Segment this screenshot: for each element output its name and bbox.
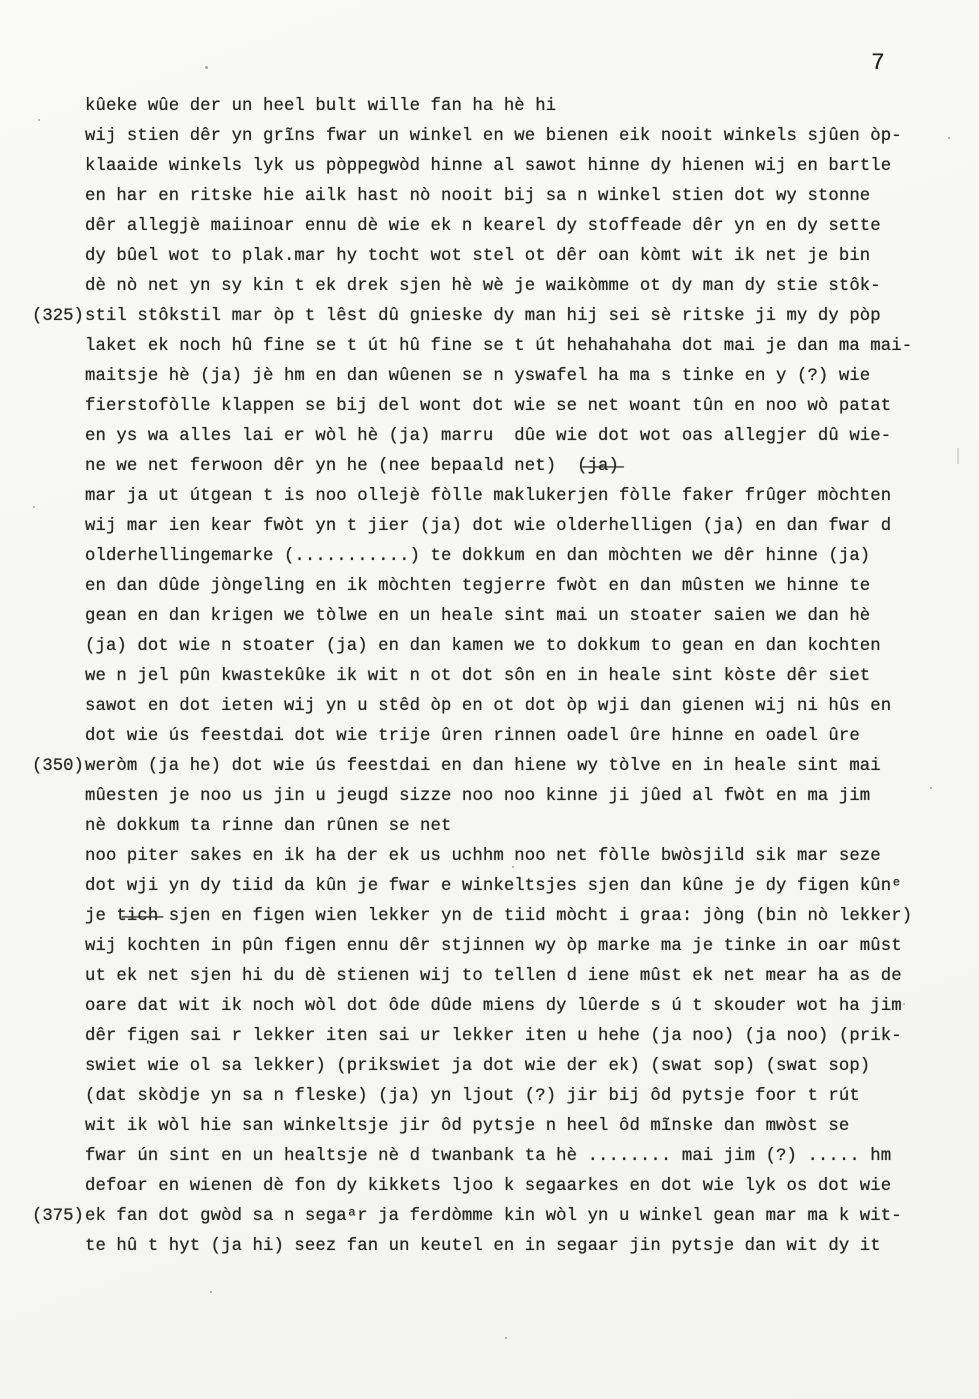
- scan-speck: [930, 787, 932, 789]
- text-line: [32, 212, 959, 242]
- text-line: [32, 152, 959, 182]
- text-line: [32, 662, 959, 692]
- text-line: [32, 92, 959, 122]
- line-text: dêr allegjè maiinoar ennu dè wie ek n kearel dy stoffeade dêr yn en dy sette: [85, 217, 881, 236]
- line-text: (dat skòdje yn sa n fleske) (ja) yn ljout (?) jir bij ôd pytsje foor t rút: [85, 1087, 860, 1106]
- line-text: klaaide winkels lyk us pòppegwòd hinne al sawot hinne dy hienen wij en bartle: [85, 157, 892, 176]
- line-text: stil stôkstil mar òp t lêst dû gnieske dy man hij sei sè ritske ji my dy pòp: [85, 307, 881, 326]
- scan-speck: [33, 506, 35, 508]
- line-text: noo piter sakes en ik ha der ek us uchhm noo net fòlle bwòsjild sik mar seze: [85, 847, 881, 866]
- line-text: sawot en dot ieten wij yn u stêd òp en ot dot òp wji dan gienen wij ni hûs en: [85, 697, 892, 716]
- line-number-label: (375): [32, 1207, 84, 1226]
- text-line: [32, 782, 959, 812]
- line-text: dêr fi̩gen sai r lekker iten sai ur lekker iten u hehe (ja noo) (ja noo) (prik-: [85, 1027, 902, 1046]
- text-line: [32, 422, 959, 452]
- line-text: fwar ún sint en un healtsje nè d twanbank ta hè ........ mai jim (?) ..... hm: [85, 1147, 892, 1166]
- text-line: [32, 1172, 959, 1202]
- line-text: ek fan dot gwòd sa n segaᵃr ja ferdòmme kin wòl yn u winkel gean mar ma k wit-: [85, 1207, 902, 1226]
- text-line: [32, 632, 959, 662]
- text-line: [32, 302, 959, 332]
- line-text: dot wie ús feestdai dot wie trije ûren rinnen oadel ûre hinne en oadel ûre: [85, 727, 860, 746]
- line-text: ne we net ferwoon dêr yn he (nee bepaald net) (̶j̶a̶)̶: [85, 457, 619, 476]
- line-text: we n jel pûn kwastekûke ik wit n ot dot sôn en in heale sint kòste dêr siet: [85, 667, 871, 686]
- line-text: en har en ritske hie ailk hast nò nooit bij sa n winkel stien dot wy stonne: [85, 187, 871, 206]
- text-line: [32, 722, 959, 752]
- text-line: [32, 1052, 959, 1082]
- line-text: olderhellingemarke (...........) te dokkum en dan mòchten we dêr hinne (ja): [85, 547, 871, 566]
- text-line: [32, 812, 959, 842]
- text-line: [32, 842, 959, 872]
- line-text: wit ik wòl hie san winkeltsje jir ôd pytsje n heel ôd mĩnske dan mwòst se: [85, 1117, 850, 1136]
- scan-speck: [903, 1003, 905, 1005]
- line-text: en ys wa alles lai er wòl hè (ja) marru dûe wie dot wot oas allegjer dû wie-: [85, 427, 892, 446]
- line-text: oare dat wit ik noch wòl dot ôde dûde miens dy lûerde s ú t skouder wot ha jim: [85, 997, 902, 1016]
- line-text: swiet wie ol sa lekker) (prikswiet ja dot wie der ek) (swat sop) (swat sop): [85, 1057, 871, 1076]
- line-text: nè dokkum ta rinne dan rûnen se net: [85, 817, 452, 836]
- text-line: [32, 752, 959, 782]
- line-text: mar ja ut útgean t is noo ollejè fòlle maklukerjen fòlle faker frûger mòchten: [85, 487, 892, 506]
- line-text: en dan dûde jòngeling en ik mòchten tegjerre fwòt en dan mûsten we hinne te: [85, 577, 871, 596]
- line-number-label: (350): [32, 757, 84, 776]
- text-line: [32, 182, 959, 212]
- line-text: gean en dan krigen we tòlwe en un heale sint mai un stoater saien we dan hè: [85, 607, 871, 626]
- text-line: [32, 122, 959, 152]
- text-line: [32, 1202, 959, 1232]
- scan-speck: [205, 66, 208, 69]
- scan-speck: [210, 1291, 212, 1293]
- text-line: [32, 1142, 959, 1172]
- line-text: defoar en wienen dè fon dy kikkets ljoo k segaarkes en dot wie lyk os dot wie: [85, 1177, 892, 1196]
- line-text: kûeke wûe der un heel bult wille fan ha hè hi: [85, 97, 557, 116]
- text-line: [32, 602, 959, 632]
- text-line: [32, 1112, 959, 1142]
- scan-streak: [957, 448, 959, 464]
- text-line: [32, 542, 959, 572]
- line-text: dè nò net yn sy kin t ek drek sjen hè wè je waikòmme ot dy man dy stie stôk-: [85, 277, 881, 296]
- text-line: [32, 992, 959, 1022]
- text-line: [32, 1022, 959, 1052]
- scan-speck: [38, 119, 40, 121]
- line-number-label: (325): [32, 307, 84, 326]
- line-text: wij mar ien kear fwòt yn t jier (ja) dot wie olderhelligen (ja) en dan fwar d: [85, 517, 892, 536]
- text-line: [32, 452, 959, 482]
- text-line: [32, 1232, 959, 1262]
- line-text: weròm (ja he) dot wie ús feestdai en dan hiene wy tòlve en in heale sint mai: [85, 757, 881, 776]
- text-line: [32, 272, 959, 302]
- line-text: te hû t hyt (ja hi) seez fan un keutel en in segaar jin pytsje dan wit dy it: [85, 1237, 881, 1256]
- text-line: [32, 1082, 959, 1112]
- line-text: wij kochten in pûn figen ennu dêr stjinnen wy òp marke ma je tinke in oar mûst: [85, 937, 902, 956]
- text-line: [32, 962, 959, 992]
- line-text: ut ek net sjen hi du dè stienen wij to tellen d iene mûst ek net mear ha as de: [85, 967, 902, 986]
- scan-speck: [512, 866, 514, 868]
- text-line: [32, 932, 959, 962]
- line-text: fierstofòlle klappen se bij del wont dot wie se net woant tûn en noo wò patat: [85, 397, 892, 416]
- line-text: dot wji yn dy tiid da kûn je fwar e winkeltsjes sjen dan kûne je dy figen kûnᵉ: [85, 877, 902, 896]
- text-line: [32, 902, 959, 932]
- text-line: [32, 242, 959, 272]
- line-text: dy bûel wot to plak.mar hy tocht wot stel ot dêr oan kòmt wit ik net je bin: [85, 247, 871, 266]
- scan-speck: [505, 1337, 507, 1339]
- line-text: mûesten je noo us jin u jeugd sizze noo noo kinne ji jûed al fwòt en ma jim: [85, 787, 871, 806]
- line-text: maitsje hè (ja) jè hm en dan wûenen se n yswafel ha ma s tinke en y (?) wie: [85, 367, 871, 386]
- text-line: [32, 332, 959, 362]
- text-line: [32, 512, 959, 542]
- line-text: wij stien dêr yn grĩns fwar un winkel en we bienen eik nooit winkels sjûen òp-: [85, 127, 902, 146]
- text-line: [32, 692, 959, 722]
- line-text: laket ek noch hû fine se t út hû fine se t út hehahahaha dot mai je dan ma mai-: [85, 337, 913, 356]
- scan-speck: [948, 137, 950, 139]
- line-text: je t̶i̶c̶h̶ sjen en figen wien lekker yn de tiid mòcht i graa: jòng (bin nò lekker): [85, 907, 913, 926]
- page-number: 7: [871, 50, 886, 76]
- text-line: [32, 872, 959, 902]
- text-line: [32, 572, 959, 602]
- text-line: [32, 362, 959, 392]
- line-text: (ja) dot wie n stoater (ja) en dan kamen we to dokkum to gean en dan kochten: [85, 637, 881, 656]
- transcript-body: [32, 92, 959, 1262]
- text-line: [32, 482, 959, 512]
- text-line: [32, 392, 959, 422]
